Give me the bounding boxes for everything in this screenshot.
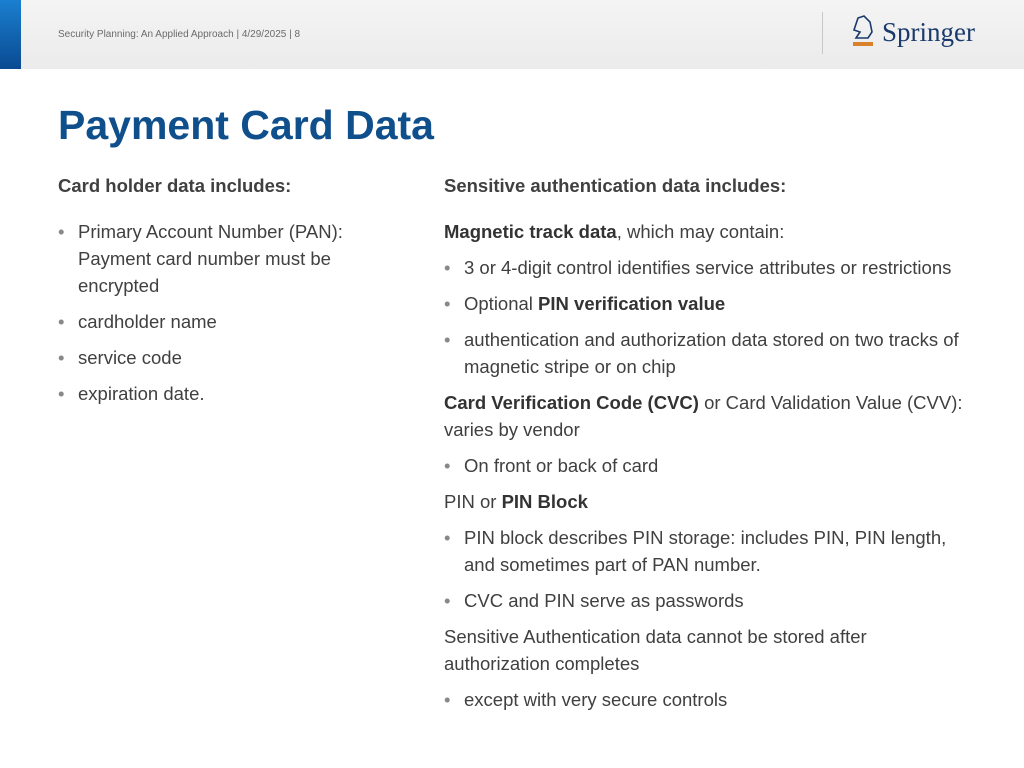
sensitive-data-column	[444, 172, 974, 722]
list-item: • Primary Account Number (PAN): Payment card number must be encrypted	[58, 218, 408, 299]
list-item: • PIN block describes PIN storage: includes PIN, PIN length, and sometimes part of PAN number.	[444, 524, 974, 578]
text: PIN or	[444, 491, 502, 512]
bold-term: PIN Block	[501, 491, 588, 512]
bold-term: Card Verification Code (CVC)	[444, 392, 699, 413]
header-divider	[822, 12, 823, 54]
list-item: • cardholder name	[58, 308, 408, 335]
list-item: • On front or back of card	[444, 452, 974, 479]
cardholder-heading: Card holder data includes:	[58, 175, 292, 196]
springer-logo-text: Springer	[882, 16, 975, 47]
list-item: • expiration date.	[58, 380, 408, 407]
sensitive-heading: Sensitive authentication data includes:	[444, 175, 787, 196]
storage-paragraph: Sensitive Authentication data cannot be stored after authorization completes	[444, 626, 867, 674]
slide-header	[0, 0, 1024, 69]
list-item	[444, 290, 974, 317]
slide-title: Payment Card Data	[58, 102, 434, 148]
text: or Card Validation Value (CVV): varies by vendor	[444, 392, 963, 440]
magnetic-track-paragraph	[444, 218, 974, 245]
springer-horse-icon	[850, 14, 876, 50]
bold-term: PIN verification value	[538, 293, 726, 314]
springer-logo	[850, 14, 975, 50]
pin-paragraph	[444, 488, 974, 515]
list-item: • service code	[58, 344, 408, 371]
list-item: • CVC and PIN serve as passwords	[444, 587, 974, 614]
list-item: • except with very secure controls	[444, 686, 974, 713]
list-item: • authentication and authorization data stored on two tracks of magnetic stripe or on chip	[444, 326, 974, 380]
header-accent-bar	[0, 0, 21, 69]
text: , which may contain:	[616, 221, 785, 242]
slide-footer-text: Security Planning: An Applied Approach | 4/29/2025 | 8	[58, 29, 301, 40]
cardholder-data-column	[58, 172, 408, 416]
list-item: • 3 or 4-digit control identifies service attributes or restrictions	[444, 254, 974, 281]
bold-term: Magnetic track data	[444, 221, 617, 242]
cvc-paragraph	[444, 389, 974, 443]
text: Optional	[464, 293, 539, 314]
